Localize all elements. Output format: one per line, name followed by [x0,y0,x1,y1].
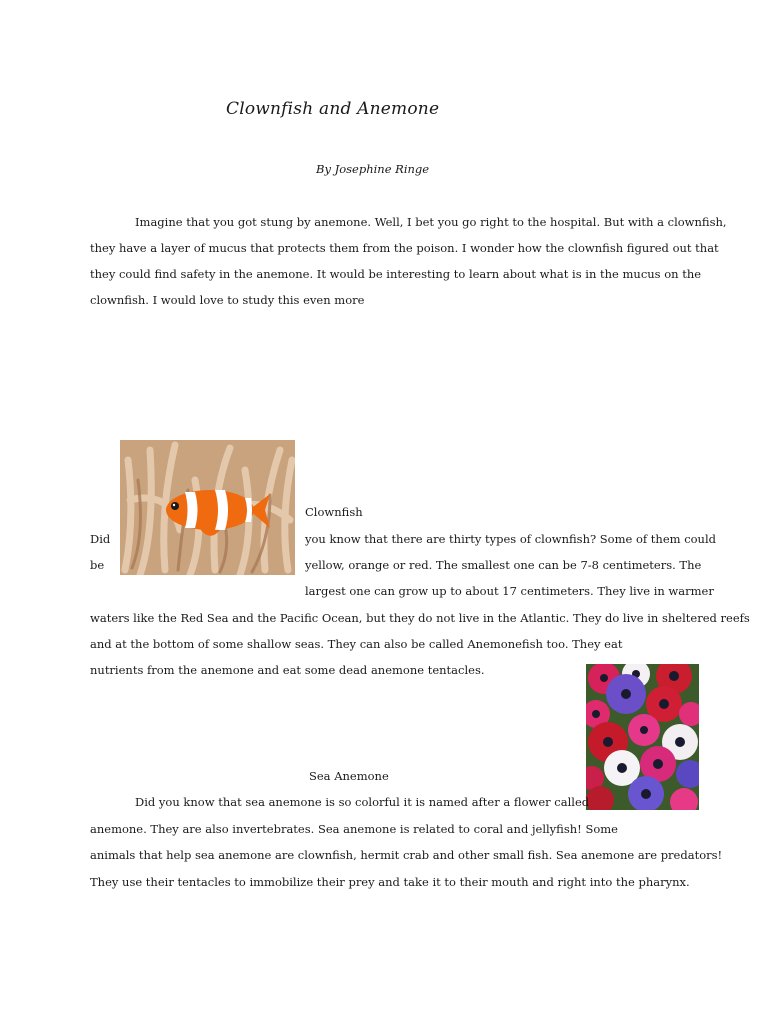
paragraph-lead-word: be [90,558,105,572]
page-title: Clownfish and Anemone [226,99,440,119]
section-heading-sea-anemone: Sea Anemone [309,769,389,783]
intro-line: they could find safety in the anemone. It would be interesting to learn about what is in the mucus on the [90,267,702,281]
paragraph-lead-word: Did [90,532,111,546]
clownfish-line: you know that there are thirty types of clownfish? Some of them could [305,532,717,546]
clownfish-line: yellow, orange or red. The smallest one can be 7-8 centimeters. The [305,558,702,572]
sea-anemone-line: animals that help sea anemone are clownfish, hermit crab and other small fish. Sea anemone are predators! [90,848,723,862]
sea-anemone-line: anemone. They are also invertebrates. Sea anemone is related to coral and jellyfish! Some [90,822,618,836]
clownfish-line: nutrients from the anemone and eat some dead anemone tentacles. [90,663,485,677]
section-heading-clownfish: Clownfish [305,505,363,519]
anemone-flowers-picture [586,664,699,810]
intro-line: they have a layer of mucus that protects them from the poison. I wonder how the clownfish figured out that [90,241,719,255]
clownfish-image [120,440,295,575]
intro-line: Imagine that you got stung by anemone. Well, I bet you go right to the hospital. But with a clownfish, [135,215,727,229]
sea-anemone-line: They use their tentacles to immobilize their prey and take it to their mouth and right into the pharynx. [90,875,690,889]
sea-anemone-line: Did you know that sea anemone is so colorful it is named after a flower called [135,795,590,809]
anemone-flower-image [586,664,699,810]
clownfish-picture [120,440,295,575]
author-byline: By Josephine Ringe [316,162,430,176]
clownfish-line: waters like the Red Sea and the Pacific Ocean, but they do not live in the Atlantic. They do live in sheltered reefs [90,611,750,625]
clownfish-line: and at the bottom of some shallow seas. They can also be called Anemonefish too. They eat [90,637,623,651]
clownfish-line: largest one can grow up to about 17 centimeters. They live in warmer [305,584,714,598]
intro-line: clownfish. I would love to study this even more [90,293,365,307]
